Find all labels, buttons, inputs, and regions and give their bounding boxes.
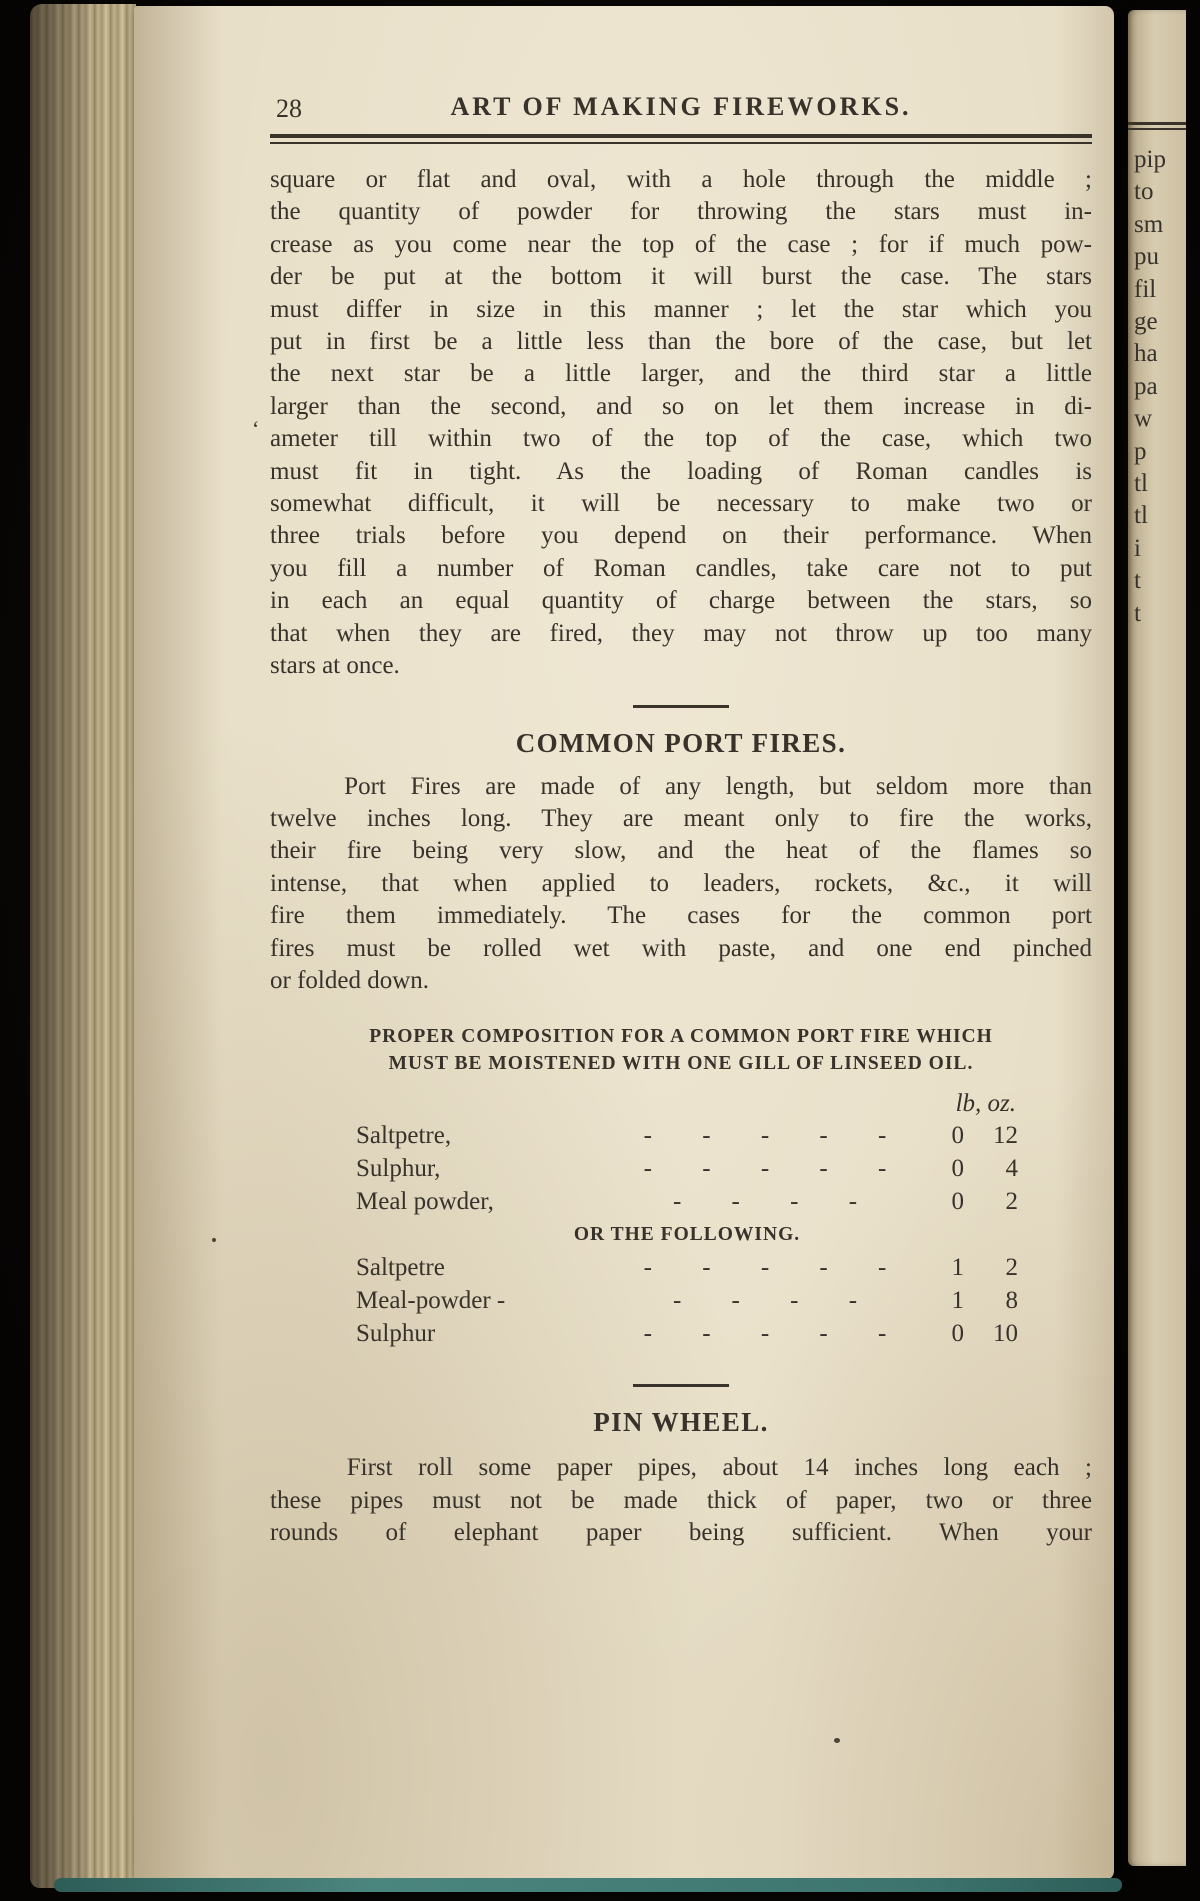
composition-row [356, 1284, 1018, 1317]
book-cover-edge [54, 1878, 1122, 1892]
text-line: these pipes must not be made thick of paper, two or three [270, 1486, 1092, 1514]
leader-dashes: - - - - - [643, 1122, 887, 1150]
text-line: pip [1134, 146, 1166, 173]
leader-dashes: - - - - [672, 1287, 858, 1315]
text-line: First roll some paper pipes, about 14 inches long each ; [270, 1454, 1092, 1482]
text-line: MUST BE MOISTENED WITH ONE GILL OF LINSEED OIL. [388, 1053, 974, 1075]
text-line: pa [1134, 372, 1158, 400]
pounds-value: 0 [951, 1188, 964, 1216]
ingredient-name: Sulphur [356, 1320, 436, 1348]
ounces-value: 10 [993, 1320, 1018, 1348]
text-line: square or flat and oval, with a hole through the middle ; [270, 166, 1092, 193]
text-line: fires must be rolled wet with paste, and one end pinched [270, 934, 1092, 962]
text-line: intense, that when applied to leaders, rockets, &c., it will [270, 869, 1092, 897]
ounces-value: 4 [1005, 1155, 1018, 1183]
text-line: twelve inches long. They are meant only to fire the works, [270, 804, 1092, 832]
text-line: put in first be a little less than the bore of the case, but let [270, 328, 1092, 356]
text-line: w [1134, 405, 1153, 433]
composition-table [356, 1089, 1018, 1350]
text-line: or folded down. [270, 966, 429, 994]
text-line: der be put at the bottom it will burst the case. The stars [270, 263, 1092, 291]
leader-dashes: - - - - - [643, 1320, 887, 1348]
section-divider [633, 1384, 729, 1387]
leader-dashes: - - - - - [643, 1254, 887, 1282]
composition-rows-second [356, 1251, 1018, 1350]
text-line: p [1134, 437, 1147, 465]
text-line: tl [1134, 470, 1148, 498]
text-line: ameter till within two of the top of the case, which two [270, 425, 1092, 453]
text-line: somewhat difficult, it will be necessary to make two or [270, 490, 1092, 518]
or-the-following-heading: OR THE FOLLOWING. [573, 1224, 801, 1246]
text-line: their fire being very slow, and the heat of the flames so [270, 837, 1092, 865]
text-line: rounds of elephant paper being sufficient. When your [270, 1519, 1092, 1547]
text-line: crease as you come near the top of the case ; for if much pow- [270, 230, 1092, 258]
stray-ink-mark: ‘ [252, 416, 260, 441]
ounces-value: 2 [1005, 1188, 1018, 1216]
text-line: the quantity of powder for throwing the stars must in- [270, 198, 1092, 226]
composition-caption [270, 1023, 1092, 1077]
paragraph-roman-candles [270, 164, 1092, 683]
next-page-sliver [1128, 10, 1186, 1866]
text-line: i [1134, 534, 1141, 562]
text-line: the next star be a little larger, and the third star a little [270, 360, 1092, 388]
section-title-common-port-fires: COMMON PORT FIRES. [515, 727, 847, 758]
text-line: PROPER COMPOSITION FOR A COMMON PORT FIRE WHICH [369, 1026, 993, 1048]
text-line: that when they are fired, they may not throw up too many [270, 619, 1092, 647]
composition-row [356, 1317, 1018, 1350]
book-page [134, 6, 1114, 1880]
text-line: you fill a number of Roman candles, take care not to put [270, 554, 1092, 582]
composition-row [356, 1119, 1018, 1152]
pounds-value: 0 [951, 1122, 964, 1150]
section-title-pin-wheel: PIN WHEEL. [593, 1407, 769, 1438]
text-line: pu [1134, 243, 1159, 271]
text-line: t [1134, 599, 1141, 627]
ink-speck [834, 1738, 840, 1743]
text-line: sm [1134, 210, 1164, 238]
text-line: tl [1134, 502, 1148, 530]
composition-row [356, 1152, 1018, 1185]
unit-header: lb, oz. [955, 1090, 1016, 1118]
page-content [270, 92, 1092, 1550]
text-line: must differ in size in this manner ; let the star which you [270, 295, 1092, 323]
ounces-value: 12 [993, 1122, 1018, 1150]
pounds-value: 1 [951, 1287, 964, 1315]
text-line: in each an equal quantity of charge between the stars, so [270, 587, 1092, 615]
text-line: must fit in tight. As the loading of Roman candles is [270, 457, 1092, 485]
text-line: to [1134, 178, 1154, 206]
text-line: ha [1134, 340, 1158, 368]
composition-row [356, 1251, 1018, 1284]
paragraph-port-fires [270, 771, 1092, 998]
text-line: fire them immediately. The cases for the common port [270, 902, 1092, 930]
text-line: stars at once. [270, 652, 400, 680]
leader-dashes: - - - - - [643, 1155, 887, 1183]
next-page-text-fragments [1128, 144, 1186, 630]
running-title: ART OF MAKING FIREWORKS. [450, 92, 912, 121]
text-line: fil [1134, 275, 1157, 303]
ingredient-name: Sulphur, [356, 1155, 441, 1183]
next-page-header-rule [1128, 122, 1186, 130]
paragraph-pin-wheel [270, 1452, 1092, 1549]
stacked-page-edges [30, 4, 136, 1888]
text-line: t [1134, 567, 1141, 595]
composition-row [356, 1185, 1018, 1218]
ingredient-name: Meal-powder - [356, 1287, 506, 1315]
pounds-value: 0 [951, 1320, 964, 1348]
text-line: larger than the second, and so on let them increase in di- [270, 392, 1092, 420]
ounces-value: 2 [1005, 1254, 1018, 1282]
header-rule [270, 134, 1092, 144]
ingredient-name: Saltpetre, [356, 1122, 452, 1150]
pounds-value: 1 [951, 1254, 964, 1282]
section-divider [633, 705, 729, 708]
page-number: 28 [276, 94, 302, 123]
ingredient-name: Saltpetre [356, 1254, 445, 1282]
pounds-value: 0 [951, 1155, 964, 1183]
ink-speck [212, 1238, 216, 1242]
composition-rows-first [356, 1119, 1018, 1218]
ingredient-name: Meal powder, [356, 1188, 494, 1216]
text-line: Port Fires are made of any length, but seldom more than [270, 772, 1092, 800]
page-header [270, 92, 1092, 128]
ounces-value: 8 [1005, 1287, 1018, 1315]
text-line: three trials before you depend on their performance. When [270, 522, 1092, 550]
text-line: ge [1134, 308, 1158, 336]
leader-dashes: - - - - [672, 1188, 858, 1216]
